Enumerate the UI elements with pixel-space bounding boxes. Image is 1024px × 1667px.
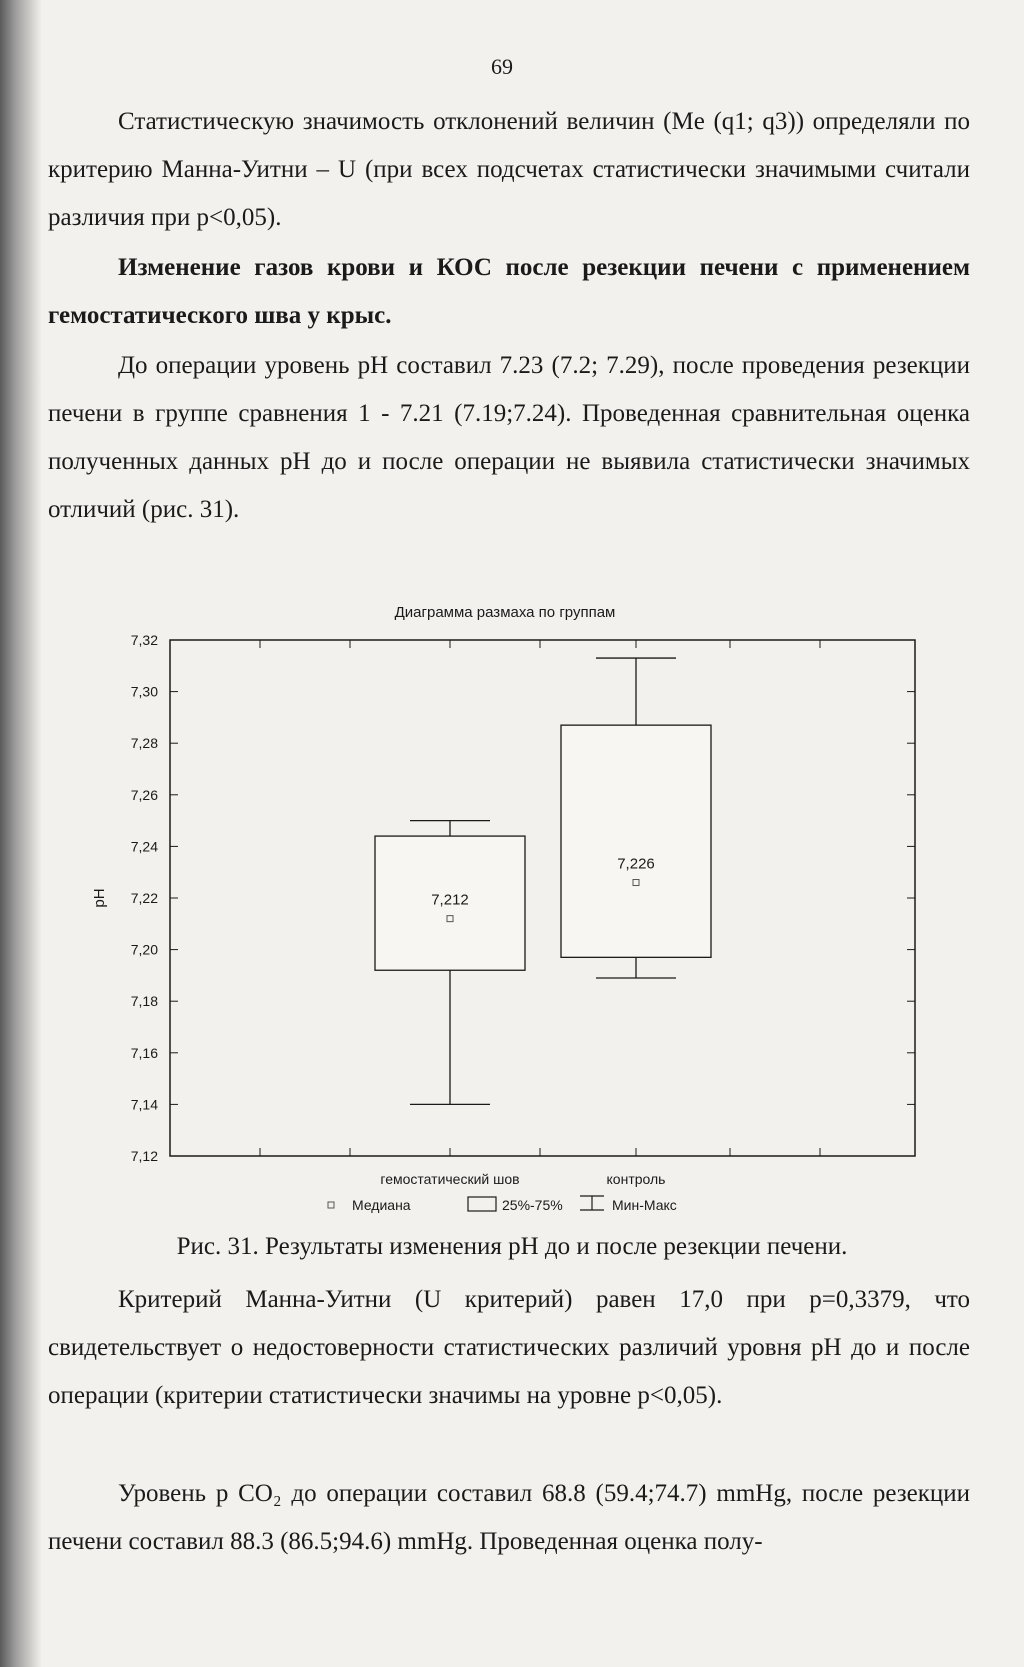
legend-median-marker [328, 1202, 334, 1208]
y-tick-label: 7,18 [130, 993, 158, 1010]
figure-caption: Рис. 31. Результаты изменения pH до и после резекции печени. [176, 1233, 848, 1260]
median-label: 7,226 [617, 855, 655, 873]
page-number: 69 [491, 54, 513, 79]
y-tick-label: 7,12 [130, 1148, 158, 1164]
paragraph-significance: Статистическую значимость отклонений величин (Me (q1; q3)) определяли по критерию Манна-Уитни – U (при всех подсчетах статистически значимыми считали различия при p<0,05). [48, 108, 970, 231]
y-tick-label: 7,24 [130, 838, 158, 855]
paragraph-pco2: Уровень p CO₂ до операции составил 68.8 (59.4;74.7) mmHg, после резекции печени составил 88.3 (86.5;94.6) mmHg. Проведенная оценка полу- [48, 1480, 970, 1555]
legend-whisker-label: Мин-Макс [612, 1197, 677, 1213]
y-tick-label: 7,16 [130, 1044, 158, 1061]
legend-median-label: Медиана [352, 1197, 411, 1213]
chart-title: Диаграмма размаха по группам [394, 604, 616, 621]
section-heading: Изменение газов крови и КОС после резекции печени с применением гемостатического шва у крыс. [48, 254, 970, 329]
category-label: гемостатический шов [380, 1171, 520, 1187]
y-tick-label: 7,14 [130, 1096, 158, 1113]
paragraph-mann-whitney: Критерий Манна-Уитни (U критерий) равен 17,0 при p=0,3379, что свидетельствует о недостоверности статистических различий уровня pH до и после операции (критерии статистически значимы на уровне p<0,05). [48, 1286, 970, 1409]
y-tick-label: 7,28 [130, 735, 158, 752]
y-tick-label: 7,26 [130, 786, 158, 803]
category-label: контроль [606, 1171, 666, 1187]
plot-frame [170, 640, 915, 1156]
y-tick-label: 7,32 [130, 632, 158, 648]
y-tick-label: 7,30 [130, 683, 158, 700]
y-tick-label: 7,22 [130, 890, 158, 906]
paragraph-ph-results: До операции уровень pH составил 7.23 (7.2; 7.29), после проведения резекции печени в группе сравнения 1 - 7.21 (7.19;7.24). Проведенная сравнительная оценка полученных данных pH до и после операции не выявила статистически значимых отличий (рис. 31). [48, 352, 970, 523]
iqr-box [561, 725, 711, 957]
median-label: 7,212 [431, 891, 469, 909]
y-axis-label: pH [91, 888, 108, 908]
legend-box-label: 25%-75% [502, 1197, 563, 1213]
y-tick-label: 7,20 [130, 941, 158, 958]
legend-box-swatch [468, 1197, 496, 1211]
